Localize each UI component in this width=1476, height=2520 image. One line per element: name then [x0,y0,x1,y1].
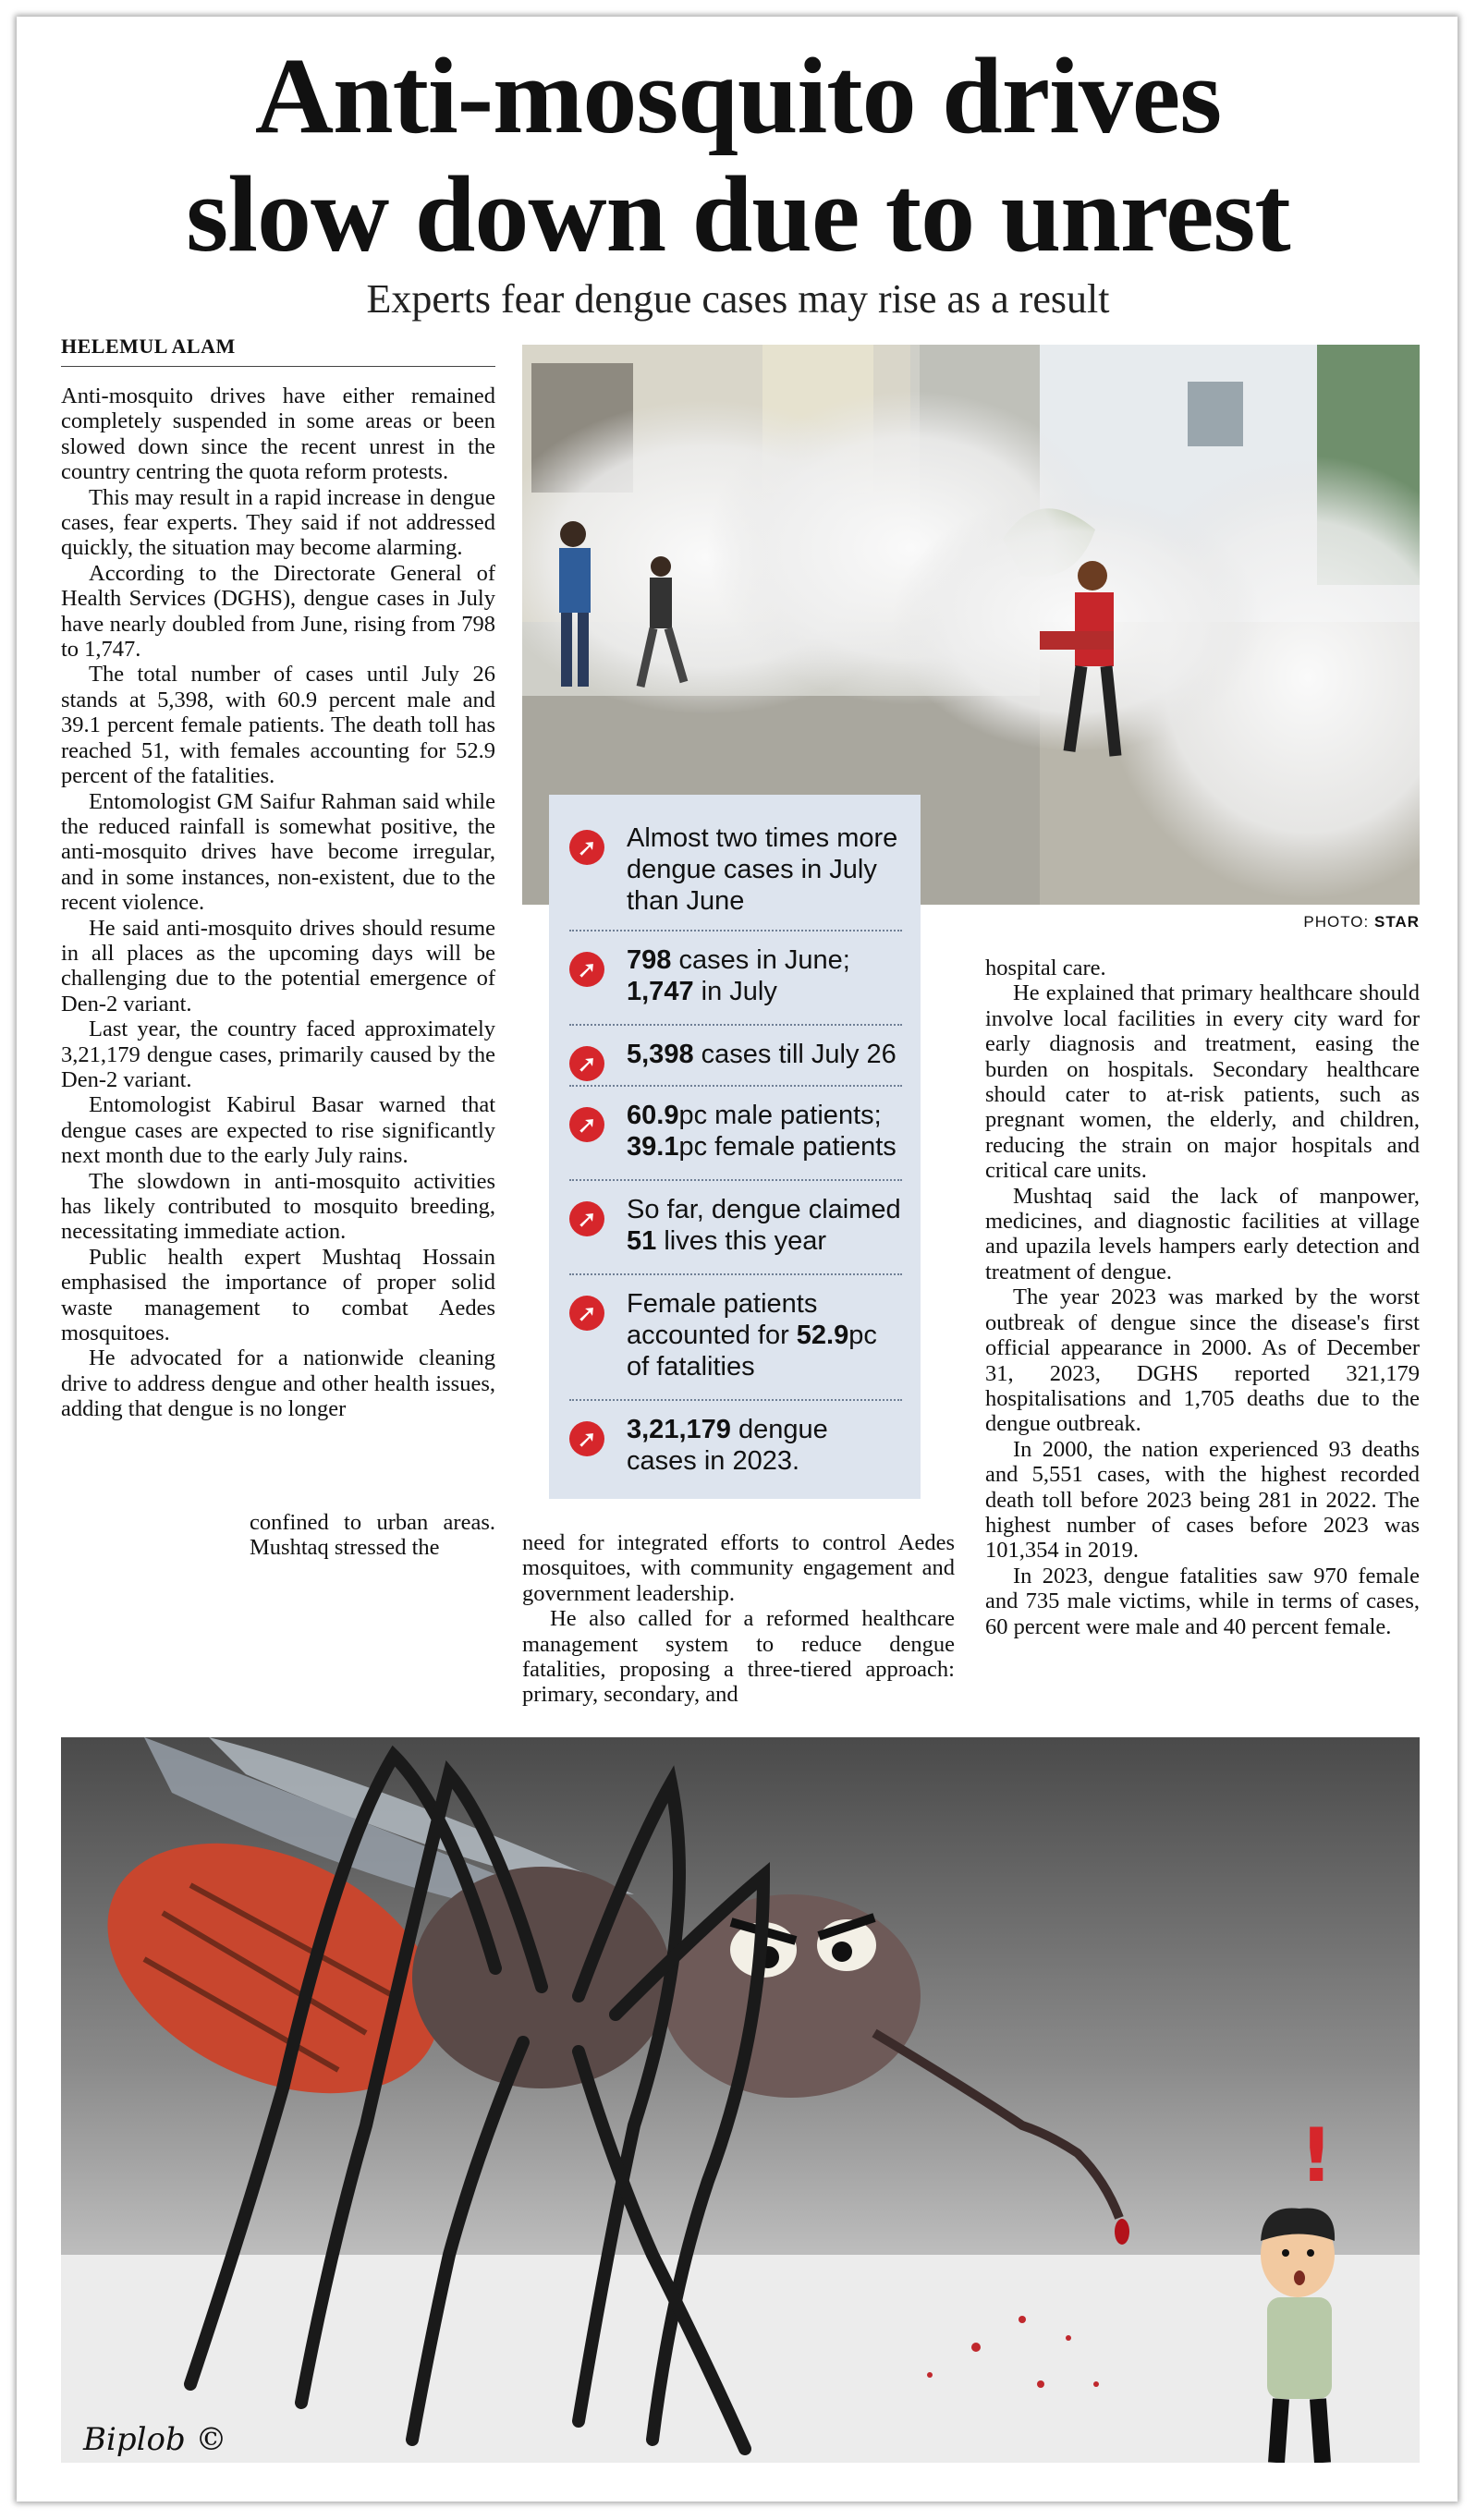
fact-text: in July [693,977,777,1006]
mosquito-cartoon-illustration [61,1737,1420,2463]
paragraph: He advocated for a nationwide cleaning drive to address dengue and other health issues, adding that dengue is no longer [61,1345,495,1422]
paragraph: The total number of cases until July 26 stands at 5,398, with 60.9 percent male and 39.1 percent female patients. The death toll has reached 51, with females accounting for 52.9 percent of the fatalities. [61,662,495,789]
byline: HELEMUL ALAM [61,335,495,367]
paragraph: He said anti-mosquito drives should resume in all places as the upcoming days will be challenging due to the potential emergence of Den-2 variant. [61,915,495,1017]
arrow-bullet-icon: ➚ [569,1201,604,1236]
paragraph: The year 2023 was marked by the worst outbreak of dengue since the disease's first official appearance in 2000. As of December 31, 2023, DGHS reported 321,179 hospitalisations and 1,705 deaths due to the dengue outbreak. [985,1284,1420,1437]
article-column-1 [61,383,495,1422]
paragraph: Anti-mosquito drives have either remained completely suspended in some areas or been slowed down since the recent unrest in the country centring the quota reform protests. [61,383,495,485]
paragraph: hospital care. [985,956,1106,980]
column-1-tail: confined to urban areas. Mushtaq stressed the [250,1510,495,1561]
paragraph: Public health expert Mushtaq Hossain emphasised the importance of proper solid waste management to combat Aedes mosquitoes. [61,1244,495,1346]
paragraph: According to the Directorate General of Health Services (DGHS), dengue cases in July have nearly doubled from June, rising from 798 to 1,747. [61,560,495,663]
headline-line-1: Anti-mosquito drives [254,35,1222,156]
fact-text: Almost two times more dengue cases in July than June [627,823,898,916]
blood-drop [1115,2219,1129,2245]
fact-text: cases till July 26 [693,1040,897,1069]
key-facts-box [549,795,921,1499]
headline-line-2: slow down due to unrest [186,153,1290,274]
fact-number: 60.9 [627,1101,679,1130]
arrow-bullet-icon: ➚ [569,952,604,987]
fact-number: 39.1 [627,1132,679,1162]
article-column-2 [522,1530,955,1708]
fact-item [569,944,902,1026]
paragraph: need for integrated efforts to control Aedes mosquitoes, with community engagement and government leadership. [522,1530,955,1606]
fact-text: cases in June; [671,945,850,975]
arrow-bullet-icon: ➚ [569,1107,604,1142]
cartoonist-signature: Biplob © [83,2421,227,2458]
paragraph: Entomologist GM Saifur Rahman said while the reduced rainfall is somewhat positive, the anti-mosquito drives have become irregular, and in some instances, non-existent, due to the recent violence. [61,788,495,916]
paragraph: Last year, the country faced approximately 3,21,179 dengue cases, primarily caused by the Den-2 variant. [61,1017,495,1092]
fact-item [569,1414,902,1488]
arrow-bullet-icon: ➚ [569,1296,604,1331]
paragraph: The slowdown in anti-mosquito activities has likely contributed to mosquito breeding, necessitating immediate action. [61,1168,495,1245]
article-column-3 [985,956,1420,1639]
paragraph: Mushtaq said the lack of manpower, medicines, and diagnostic facilities at village and upazila levels hampers early detection and treatment of dengue. [985,1183,1420,1284]
fact-number: 1,747 [627,977,694,1006]
fact-number: 52.9 [796,1321,849,1350]
fact-text: pc female patients [678,1132,897,1162]
fact-item [569,1288,902,1401]
fact-item [569,1039,902,1087]
fact-item [569,1194,902,1275]
arrow-bullet-icon: ➚ [569,830,604,865]
paragraph: This may result in a rapid increase in dengue cases, fear experts. They said if not addressed quickly, the situation may become alarming. [61,484,495,561]
paragraph: In 2000, the nation experienced 93 deaths and 5,551 cases, with the highest recorded death toll before 2023 being 281 in 2022. The highest number of cases before 2023 was 101,354 in 2019. [985,1436,1420,1564]
paragraph: He explained that primary healthcare should involve local facilities in every city ward for early diagnosis and treatment, easing the burden on hospitals. Secondary healthcare should cater to at-risk patients, such as pregnant women, the elderly, and children, reducing the strain on major hospitals and critical care units. [985,980,1420,1184]
fact-text: pc of fatalities [627,1321,877,1382]
subheadline: Experts fear dengue cases may rise as a result [366,276,1110,322]
fact-text: lives this year [656,1226,826,1256]
fact-item [569,822,902,931]
arrow-bullet-icon: ➚ [569,1046,604,1081]
svg-text:!: ! [1299,2112,1334,2198]
arrow-bullet-icon: ➚ [569,1421,604,1456]
fact-number: 51 [627,1226,657,1256]
paragraph: Entomologist Kabirul Basar warned that dengue cases are expected to rise significantly next month due to the early July rains. [61,1092,495,1169]
fact-number: 3,21,179 [627,1415,731,1444]
paragraph: He also called for a reformed healthcare management system to reduce dengue fatalities, proposing a three-tiered approach: primary, secondary, and [522,1606,955,1708]
photo-credit: PHOTO: STAR [1303,913,1420,931]
fact-number: 798 [627,945,672,975]
fact-text: dengue cases in 2023. [627,1415,828,1476]
paragraph: In 2023, dengue fatalities saw 970 female and 735 male victims, while in terms of cases, 60 percent were male and 40 percent female. [985,1563,1420,1639]
fact-item [569,1100,902,1181]
fact-text: pc male patients; [678,1101,882,1130]
fact-text: So far, dengue claimed [627,1195,901,1224]
fact-text: Female patients accounted for [627,1289,818,1350]
fact-number: 5,398 [627,1040,694,1069]
headline [28,37,1448,274]
